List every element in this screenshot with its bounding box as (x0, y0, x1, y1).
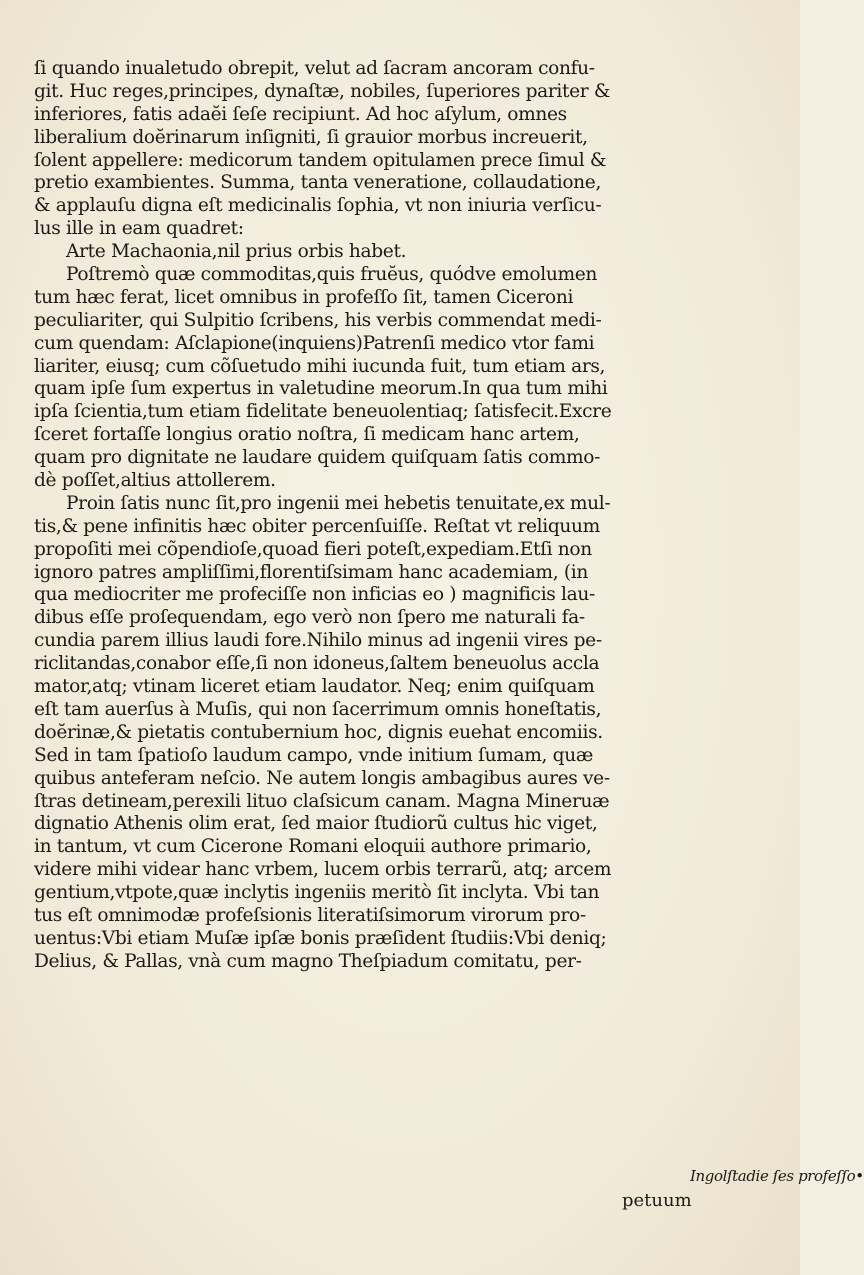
text-line: dignatio Athenis olim erat, ſed maior ſtudiorũ cultus hic viget, (34, 813, 598, 835)
text-line: tis,& pene infinitis hæc obiter percenſuiſſe. Reſtat vt reliquum (34, 515, 600, 537)
text-line: & applauſu digna eſt medicinalis ſophia, vt non iniuria verſicu- (34, 195, 602, 217)
text-line: cum quendam: Aſclapione(inquiens)Patrenſi medico vtor fami (34, 332, 595, 354)
text-line: in tantum, vt cum Cicerone Romani eloquii authore primario, (34, 836, 592, 858)
body-text (34, 58, 754, 974)
paragraph-start: Proin ſatis nunc ſit,pro ingenii mei hebetis tenuitate,ex mul- (66, 492, 611, 514)
text-line: quibus anteferam neſcio. Ne autem longis ambagibus aures ve- (34, 767, 610, 789)
text-line: quam ipſe ſum expertus in valetudine meorum.In qua tum mihi (34, 378, 608, 400)
text-line: doӗrinæ,& pietatis contubernium hoc, dignis euehat encomiis. (34, 721, 603, 743)
text-line: ſi quando inualetudo obrepit, velut ad ſacram ancoram confu- (34, 58, 595, 79)
text-line: videre mihi videar hanc vrbem, lucem orbis terrarũ, atq; arcem (34, 859, 612, 881)
text-line: peculiariter, qui Sulpitio ſcribens, his verbis commendat medi- (34, 309, 602, 331)
text-line: ipſa ſcientia,tum etiam fidelitate beneuolentiaq; ſatisfecit.Excre (34, 401, 612, 423)
text-line: eſt tam auerſus à Muſis, qui non ſacerrimum omnis honeſtatis, (34, 698, 602, 720)
margin-note: Ingolſtadie ſes profeſſo• (690, 1167, 864, 1185)
text-line: liariter, eiusq; cum cõſuetudo mihi iucunda fuit, tum etiam ars, (34, 355, 606, 377)
text-line: liberalium doӗrinarum inſigniti, ſi grauior morbus increuerit, (34, 126, 588, 148)
text-line: cundia parem illius laudi fore.Nihilo minus ad ingenii vires pe- (34, 630, 602, 652)
text-line: tum hæc ferat, licet omnibus in profeſſo ſit, tamen Ciceroni (34, 286, 574, 308)
text-line: mator,atq; vtinam liceret etiam laudator. Neq; enim quiſquam (34, 676, 595, 698)
text-line: inferiores, fatis adaӗi ſeſe recipiunt. Ad hoc aſylum, omnes (34, 103, 567, 125)
text-line: uentus:Vbi etiam Muſæ ipſæ bonis præſident ſtudiis:Vbi deniq; (34, 927, 607, 949)
paragraph-start: Poſtremò quæ commoditas,quis fruӗus, quódve emolumen (66, 264, 598, 286)
text-line: tus eſt omnimodæ profeſsionis literatiſsimorum virorum pro- (34, 904, 586, 926)
text-line: riclitandas,conabor eſſe,ſi non idoneus,ſaltem beneuolus accla (34, 653, 600, 675)
text-line: lus ille in eam quadret: (34, 218, 244, 240)
text-line: ſolent appellere: medicorum tandem opitulamen prece ſimul & (34, 149, 607, 171)
catchword: petuum (622, 1190, 692, 1211)
text-line: git. Huc reges,principes, dynaſtæ, nobiles, ſuperiores pariter & (34, 80, 611, 102)
verse-line: Arte Machaonia,nil prius orbis habet. (66, 241, 407, 263)
text-line: Sed in tam ſpatioſo laudum campo, vnde initium ſumam, quæ (34, 744, 593, 766)
text-line: Delius, & Pallas, vnà cum magno Theſpiadum comitatu, per- (34, 950, 582, 972)
text-line: dibus eſſe proſequendam, ego verò non ſpero me naturali fa- (34, 607, 585, 629)
text-line: qua mediocriter me profeciſſe non inficias eo ) magnificis lau- (34, 584, 595, 606)
text-line: gentium,vtpote,quæ inclytis ingeniis meritò ſit inclyta. Vbi tan (34, 882, 600, 904)
text-line: ſceret fortaſſe longius oratio noſtra, ſi medicam hanc artem, (34, 424, 580, 446)
text-line: pretio exambientes. Summa, tanta veneratione, collaudatione, (34, 172, 602, 194)
text-line: dè poſſet,altius attollerem. (34, 470, 276, 492)
text-line: ſtras detineam,perexili lituo claſsicum canam. Magna Mineruæ (34, 790, 610, 812)
text-line: propoſiti mei cõpendioſe,quoad fieri poteſt,expediam.Etſi non (34, 538, 592, 560)
text-line: ignoro patres ampliſſimi,florentiſsimam hanc academiam, (in (34, 561, 588, 583)
text-line: quam pro dignitate ne laudare quidem quiſquam ſatis commo- (34, 447, 601, 469)
